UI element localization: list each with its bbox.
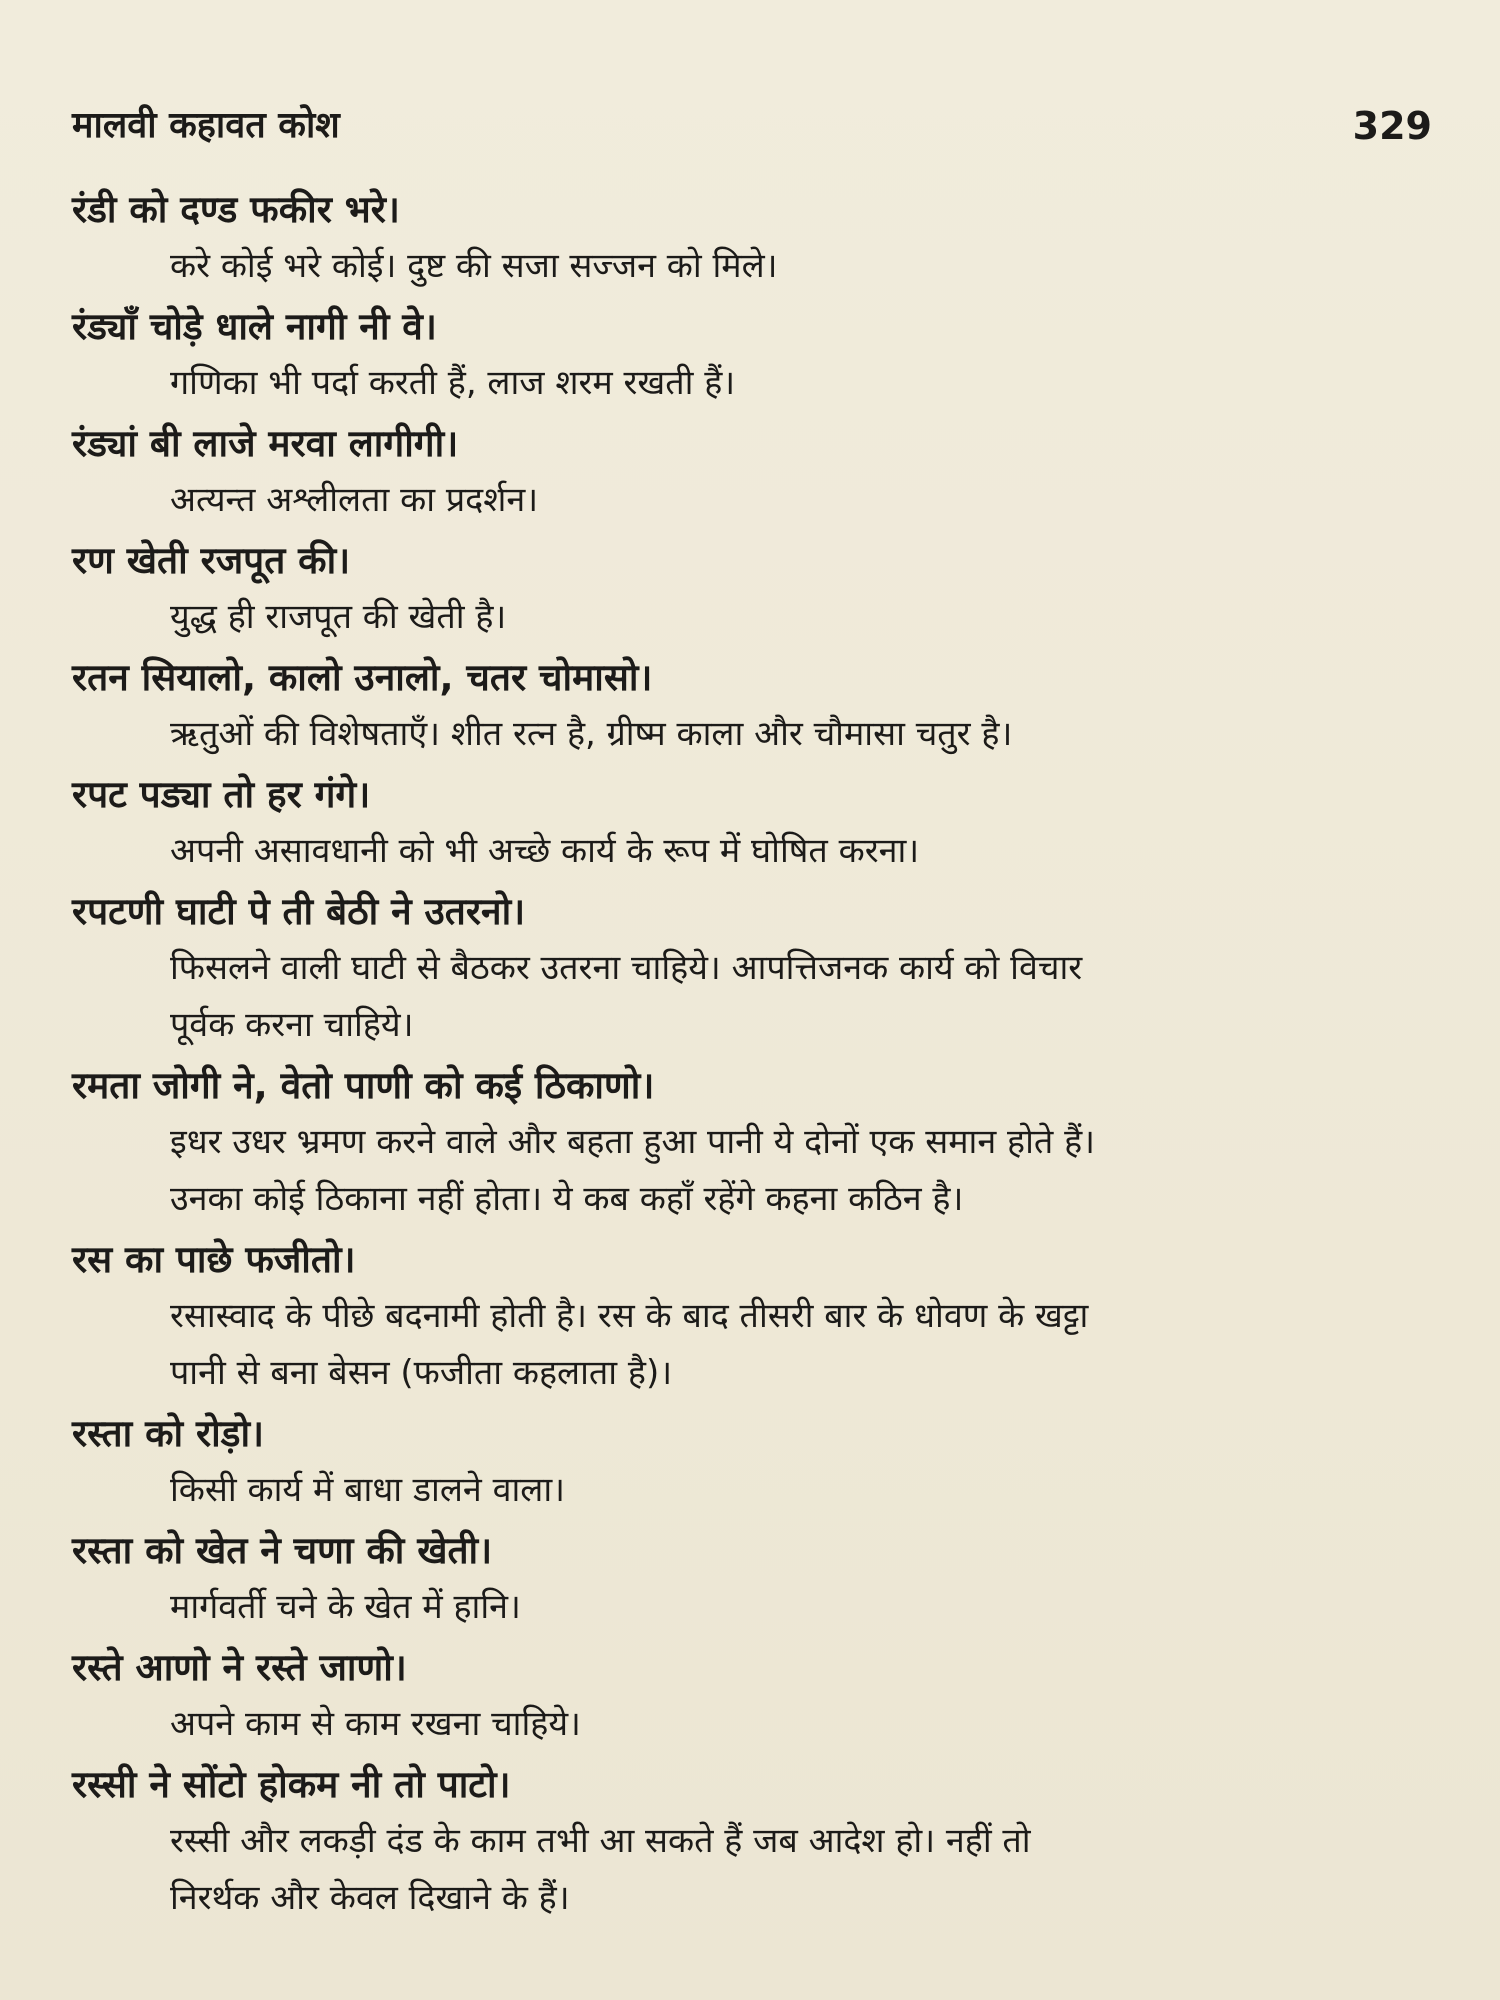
- proverb-meaning-line: अपने काम से काम रखना चाहिये।: [170, 1704, 581, 1744]
- proverb-headword: रस्ते आणो ने रस्ते जाणो।: [72, 1646, 407, 1689]
- proverb-meaning-line: युद्ध ही राजपूत की खेती है।: [170, 597, 507, 637]
- proverb-meaning-line: उनका कोई ठिकाना नहीं होता। ये कब कहाँ रहेंगे कहना कठिन है।: [170, 1179, 964, 1219]
- proverb-headword: रतन सियालो, कालो उनालो, चतर चोमासो।: [72, 656, 653, 699]
- proverb-headword: रंड्याँ चोड़े धाले नागी नी वे।: [72, 305, 437, 348]
- proverb-meaning-line: गणिका भी पर्दा करती हैं, लाज शरम रखती हैं।: [170, 363, 736, 403]
- proverb-entry: [72, 1406, 1442, 1519]
- proverb-entry: [72, 650, 1442, 763]
- proverb-headword: रस्ता को खेत ने चणा की खेती।: [72, 1529, 493, 1572]
- proverb-headword: रपटणी घाटी पे ती बेठी ने उतरनो।: [72, 890, 526, 933]
- proverb-entry: [72, 1640, 1442, 1753]
- proverb-headword: रपट पड्या तो हर गंगे।: [72, 773, 371, 816]
- proverb-headword: रण खेती रजपूत की।: [72, 539, 351, 582]
- proverb-meaning-line: अपनी असावधानी को भी अच्छे कार्य के रूप में घोषित करना।: [170, 831, 920, 871]
- proverb-meaning-line: रसास्वाद के पीछे बदनामी होती है। रस के बाद तीसरी बार के धोवण के खट्टा: [170, 1296, 1089, 1336]
- proverb-entry: [72, 884, 1442, 1054]
- proverb-entry: [72, 182, 1442, 295]
- proverb-meaning-line: निरर्थक और केवल दिखाने के हैं।: [170, 1878, 570, 1918]
- proverb-headword: रस्ता को रोड़ो।: [72, 1412, 265, 1455]
- proverb-meaning-line: पूर्वक करना चाहिये।: [170, 1005, 414, 1045]
- proverb-meaning-line: फिसलने वाली घाटी से बैठकर उतरना चाहिये। आपत्तिजनक कार्य को विचार: [170, 948, 1083, 988]
- proverb-headword: रंड्यां बी लाजे मरवा लागीगी।: [72, 422, 459, 465]
- proverb-entry: [72, 1232, 1442, 1402]
- page-header: [72, 96, 1432, 156]
- proverb-entry: [72, 299, 1442, 412]
- proverb-meaning-line: अत्यन्त अश्लीलता का प्रदर्शन।: [170, 480, 539, 520]
- proverb-headword: रस्सी ने सोंटो होकम नी तो पाटो।: [72, 1763, 511, 1806]
- proverb-meaning-line: करे कोई भरे कोई। दुष्ट की सजा सज्जन को मिले।: [170, 246, 778, 286]
- proverb-headword: रंडी को दण्ड फकीर भरे।: [72, 188, 400, 231]
- proverb-list: [72, 182, 1442, 1927]
- proverb-entry: [72, 533, 1442, 646]
- proverb-headword: रमता जोगी ने, वेतो पाणी को कई ठिकाणो।: [72, 1064, 655, 1107]
- proverb-meaning-line: पानी से बना बेसन (फजीता कहलाता है)।: [170, 1353, 673, 1393]
- proverb-meaning-line: इधर उधर भ्रमण करने वाले और बहता हुआ पानी ये दोनों एक समान होते हैं।: [170, 1122, 1096, 1162]
- page-number: 329: [1352, 104, 1432, 148]
- proverb-entry: [72, 1058, 1442, 1228]
- proverb-meaning-line: मार्गवर्ती चने के खेत में हानि।: [170, 1587, 521, 1627]
- proverb-entry: [72, 1757, 1442, 1927]
- proverb-meaning-line: रस्सी और लकड़ी दंड के काम तभी आ सकते हैं जब आदेश हो। नहीं तो: [170, 1821, 1031, 1861]
- proverb-meaning-line: किसी कार्य में बाधा डालने वाला।: [170, 1470, 566, 1510]
- proverb-meaning-line: ऋतुओं की विशेषताएँ। शीत रत्न है, ग्रीष्म काला और चौमासा चतुर है।: [170, 714, 1013, 754]
- proverb-entry: [72, 416, 1442, 529]
- running-title: मालवी कहावत कोश: [72, 105, 340, 146]
- proverb-entry: [72, 1523, 1442, 1636]
- proverb-entry: [72, 767, 1442, 880]
- proverb-headword: रस का पाछे फजीतो।: [72, 1238, 356, 1281]
